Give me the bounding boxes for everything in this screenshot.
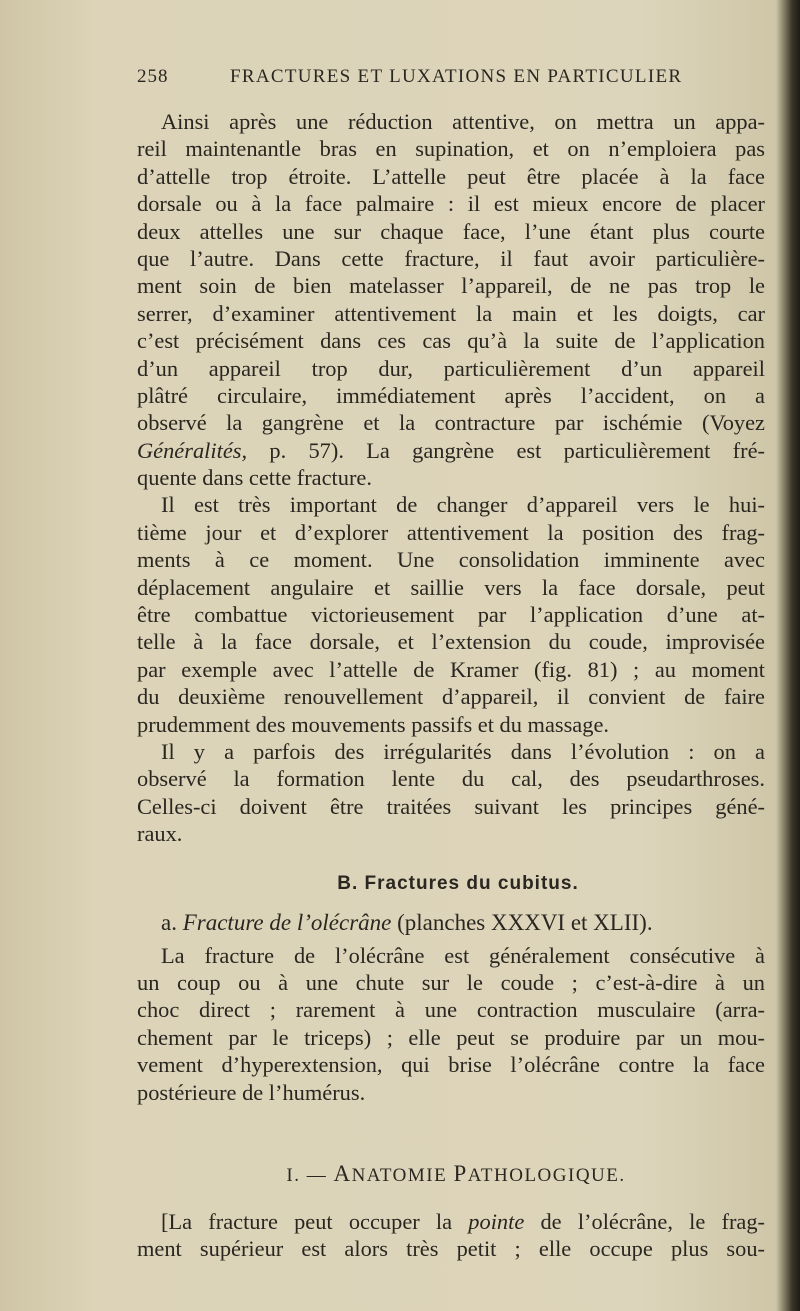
text-line: postérieure de l’humérus. — [137, 1079, 366, 1105]
paragraph-1 — [137, 108, 765, 491]
text-line: observé la formation lente du cal, des pseudarthroses. — [137, 766, 765, 792]
text-line: plâtré circulaire, immédiatement après l’accident, on a — [137, 382, 765, 408]
text-line — [137, 1208, 765, 1235]
text-line: Ainsi après une réduction attentive, on mettra un appa- — [161, 109, 765, 134]
paragraph-3 — [137, 738, 765, 848]
subhead-prefix: a. — [161, 909, 183, 935]
text-line: ments à ce moment. Une consolidation imminente avec — [137, 547, 765, 573]
running-title: FRACTURES ET LUXATIONS EN PARTICULIER — [230, 66, 683, 87]
text-line: serrer, d’examiner attentivement la main et les doigts, car — [137, 300, 765, 326]
subhead-suffix: (planches XXXVI et XLII). — [391, 909, 653, 935]
text-line: ment supérieur est alors très petit ; elle occupe plus sou- — [137, 1236, 765, 1262]
text-line: tième jour et d’explorer attentivement la position des frag- — [137, 519, 765, 545]
text-line: reil maintenantle bras en supination, et on n’emploiera pas — [137, 136, 765, 162]
anat-number: I. — — [286, 1164, 334, 1186]
italic-term: Généralités, — [137, 437, 248, 463]
body-text — [137, 108, 765, 1263]
text-line: La fracture de l’olécrâne est généralement consécutive à — [161, 942, 765, 968]
section-heading: B. Fractures du cubitus. — [337, 872, 579, 894]
text-line — [137, 437, 765, 464]
text-line: déplacement angulaire et saillie vers la face dorsale, peut — [137, 574, 765, 600]
paragraph-4 — [137, 942, 765, 1106]
text-fragment: de l’olécrâne, le frag- — [524, 1208, 765, 1234]
text-line: prudemment des mouvements passifs et du massage. — [137, 711, 609, 737]
anat-cap: A — [333, 1160, 352, 1186]
text-line: d’attelle trop étroite. L’attelle peut être placée à la face — [137, 163, 765, 189]
text-line: choc direct ; rarement à une contraction musculaire (arra- — [137, 997, 765, 1023]
text-line: vement d’hyperextension, qui brise l’olécrâne contre la face — [137, 1052, 765, 1078]
text-line: Il est très important de changer d’appareil vers le hui- — [161, 492, 765, 518]
text-fragment: p. 57). La gangrène est particulièrement fré- — [247, 437, 765, 463]
text-line: ment soin de bien matelasser l’appareil, de ne pas trop le — [137, 273, 765, 299]
spacer — [137, 1194, 765, 1208]
subhead-italic: Fracture de l’olécrâne — [182, 909, 392, 935]
text-line: c’est précisément dans ces cas qu’à la suite de l’application — [137, 328, 765, 354]
anat-cap: P — [453, 1160, 468, 1186]
text-line: que l’autre. Dans cette fracture, il faut avoir particulière- — [137, 245, 765, 271]
text-line: par exemple avec l’attelle de Kramer (fig. 81) ; au moment — [137, 656, 765, 682]
text-fragment: [La fracture peut occuper la — [161, 1208, 469, 1234]
text-line: être combattue victorieusement par l’application d’une at- — [137, 602, 765, 628]
anat-text: ATHOLOGIQUE. — [467, 1164, 626, 1186]
spacer — [137, 848, 765, 866]
text-line: telle à la face dorsale, et l’extension du coude, improvisée — [137, 629, 765, 655]
anat-text: NATOMIE — [351, 1164, 454, 1186]
chapter-subheading — [147, 1154, 765, 1194]
text-line: deux attelles une sur chaque face, l’une étant plus courte — [137, 218, 765, 244]
text-line: dorsale ou à la face palmaire : il est mieux encore de placer — [137, 191, 765, 217]
text-line: Il y a parfois des irrégularités dans l’évolution : on a — [161, 738, 765, 764]
text-line: un coup ou à une chute sur le coude ; c’est-à-dire à un — [137, 969, 765, 995]
text-line: quente dans cette fracture. — [137, 465, 372, 491]
page-number: 258 — [137, 66, 169, 87]
text-line: d’un appareil trop dur, particulièrement d’un appareil — [137, 355, 765, 381]
paragraph-5 — [137, 1208, 765, 1263]
text-line: chement par le triceps) ; elle peut se produire par un mou- — [137, 1024, 765, 1050]
subsection-heading — [137, 908, 765, 938]
spacer — [137, 1106, 765, 1154]
text-line: du deuxième renouvellement d’appareil, il convient de faire — [137, 684, 765, 710]
text-line: Celles-ci doivent être traitées suivant les principes géné- — [137, 793, 765, 819]
italic-term: pointe — [468, 1208, 525, 1234]
text-line: observé la gangrène et la contracture par ischémie (Voyez — [137, 410, 765, 436]
paragraph-2 — [137, 491, 765, 738]
text-line: raux. — [137, 821, 183, 847]
